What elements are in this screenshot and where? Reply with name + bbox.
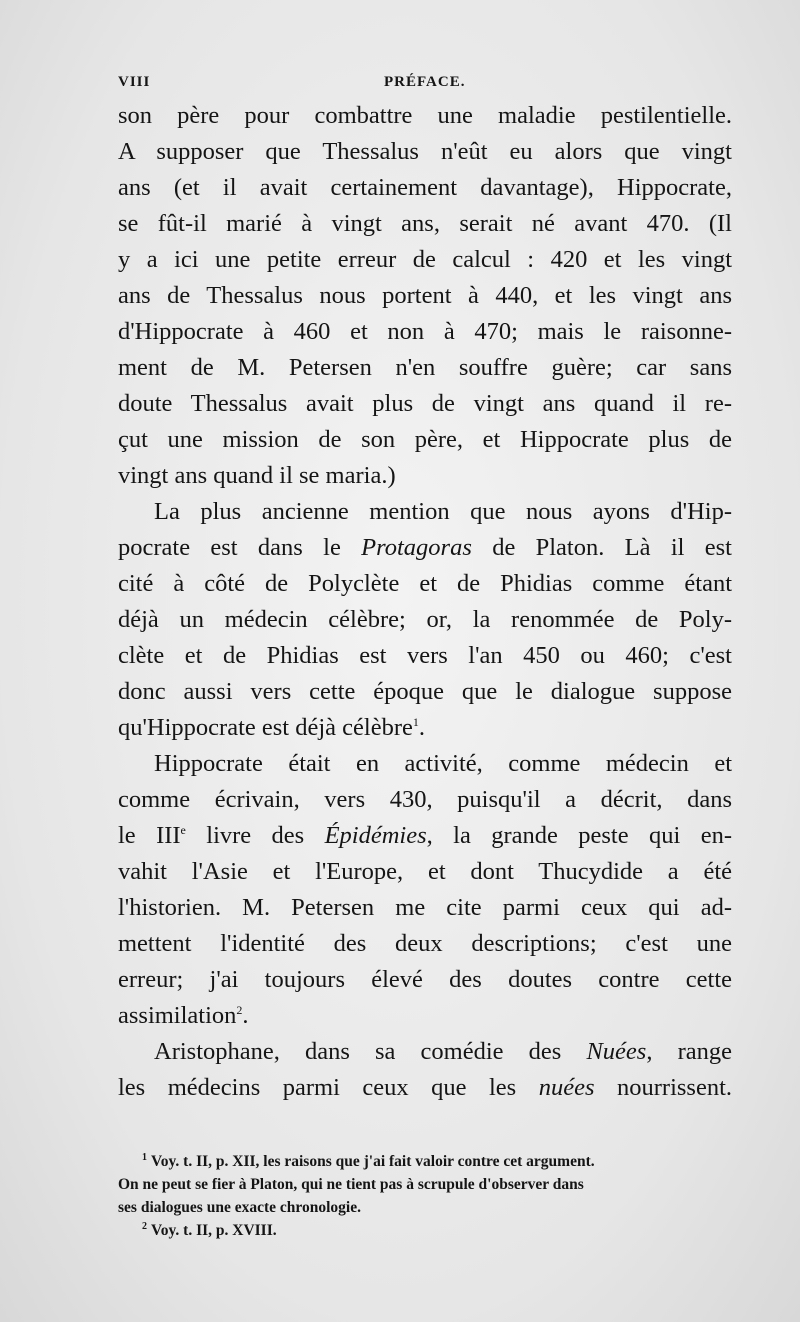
footnote-1 <box>118 1150 732 1219</box>
text-line: ans (et il avait certainement davantage), Hippocrate, <box>118 174 732 201</box>
text-line: ment de M. Petersen n'en souffre guère; car sans <box>118 354 732 381</box>
text-span: Aristophane, dans sa comédie des <box>154 1038 587 1065</box>
footnote-line: On ne peut se fier à Platon, qui ne tient pas à scrupule d'observer dans <box>118 1176 584 1193</box>
footnote-line: ses dialogues une exacte chronologie. <box>118 1199 361 1216</box>
text-span: les médecins parmi ceux que les <box>118 1074 539 1101</box>
footnotes <box>118 1150 732 1242</box>
footnote-2 <box>118 1219 732 1242</box>
text-line: l'historien. M. Petersen me cite parmi ceux qui ad- <box>118 894 732 921</box>
work-title-protagoras: Protagoras <box>361 534 472 561</box>
text-line: mettent l'identité des deux descriptions; c'est une <box>118 930 732 957</box>
text-line <box>118 710 732 746</box>
text-span: . <box>242 1002 249 1029</box>
text-line: son père pour combattre une maladie pestilentielle. <box>118 102 732 129</box>
text-line: cité à côté de Polyclète et de Phidias comme étant <box>118 570 732 597</box>
text-span: pocrate est dans le <box>118 534 362 561</box>
italic-nuees: nuées <box>538 1074 595 1101</box>
text-span: le III <box>118 822 181 849</box>
text-line: erreur; j'ai toujours élevé des doutes contre cette <box>118 966 732 993</box>
work-title-epidemies: Épidémies <box>324 822 427 849</box>
main-text <box>118 98 732 1106</box>
text-line <box>118 1070 732 1106</box>
text-span: de Platon. Là il est <box>471 534 732 561</box>
text-line: donc aussi vers cette époque que le dialogue suppose <box>118 678 732 705</box>
text-line: La plus ancienne mention que nous ayons d'Hip- <box>154 498 732 525</box>
text-line: clète et de Phidias est vers l'an 450 ou 460; c'est <box>118 642 732 669</box>
footnote-line <box>118 1219 732 1242</box>
text-line: se fût-il marié à vingt ans, serait né avant 470. (Il <box>118 210 732 237</box>
text-span: qu'Hippocrate est déjà célèbre <box>118 714 413 741</box>
paragraph-2 <box>118 494 732 746</box>
text-line: comme écrivain, vers 430, puisqu'il a décrit, dans <box>118 786 732 813</box>
text-line: çut une mission de son père, et Hippocrate plus de <box>118 426 732 453</box>
text-span: nourrissent. <box>594 1074 732 1101</box>
text-line <box>118 818 732 854</box>
text-span: assimilation <box>118 1002 237 1029</box>
text-span: livre des <box>185 822 325 849</box>
text-line: doute Thessalus avait plus de vingt ans quand il re- <box>118 390 732 417</box>
footnote-ref-1: 1 <box>412 714 419 729</box>
running-title: PRÉFACE. <box>384 74 466 90</box>
page-number: VIII <box>118 74 151 90</box>
text-line <box>118 530 732 566</box>
text-line: Hippocrate était en activité, comme médecin et <box>154 750 732 777</box>
footnote-number: 1 <box>142 1151 147 1163</box>
text-span: , range <box>646 1038 732 1065</box>
text-line: vingt ans quand il se maria.) <box>118 462 396 489</box>
footnote-ref-2: 2 <box>236 1002 243 1017</box>
text-line <box>118 998 732 1034</box>
paragraph-3 <box>118 746 732 1034</box>
text-line: A supposer que Thessalus n'eût eu alors que vingt <box>118 138 732 165</box>
superscript-e: e <box>180 822 186 837</box>
text-line: d'Hippocrate à 460 et non à 470; mais le raisonne- <box>118 318 732 345</box>
text-span: . <box>418 714 425 741</box>
paragraph-4 <box>118 1034 732 1106</box>
work-title-nuees: Nuées <box>586 1038 647 1065</box>
text-line: déjà un médecin célèbre; or, la renommée de Poly- <box>118 606 732 633</box>
text-line: vahit l'Asie et l'Europe, et dont Thucydide a été <box>118 858 732 885</box>
footnote-line <box>118 1150 732 1173</box>
text-span: , la grande peste qui en- <box>426 822 732 849</box>
paragraph-1 <box>118 98 732 494</box>
running-head <box>118 74 730 94</box>
text-line <box>118 1034 732 1070</box>
text-line: ans de Thessalus nous portent à 440, et les vingt ans <box>118 282 732 309</box>
text-span: Voy. t. II, p. XVIII. <box>151 1222 277 1239</box>
text-span: Voy. t. II, p. XII, les raisons que j'ai fait valoir contre cet argument. <box>151 1153 595 1170</box>
text-line: y a ici une petite erreur de calcul : 420 et les vingt <box>118 246 732 273</box>
footnote-number: 2 <box>142 1220 147 1232</box>
